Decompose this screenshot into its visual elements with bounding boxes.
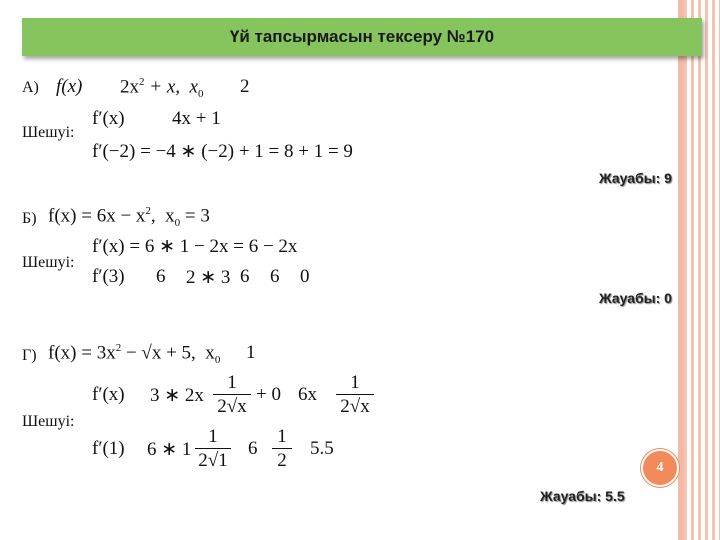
problem-b-eval-2x3: 2 ∗ 3 xyxy=(186,267,231,288)
problem-b-eval-0: 0 xyxy=(300,266,310,287)
problem-g-derivative-lhs: f′(x) xyxy=(92,384,125,405)
problem-b-condition: $f(x) = 6x - x^2$, $x_0 = 3$ xyxy=(48,205,210,230)
problem-g-eval-fraction-2: $\frac{1}{2}$ xyxy=(272,426,292,472)
problem-a-x0-value: 2 xyxy=(240,76,250,97)
page-number: 4 xyxy=(656,460,664,475)
problem-g-derivative-term1: 3 ∗ 2x xyxy=(150,385,204,406)
problem-g-eval-6: 6 xyxy=(248,438,258,459)
title-banner xyxy=(22,18,702,56)
problem-g-eval-lhs: f′(1) xyxy=(92,438,125,459)
problem-a-condition: $2x^2 + x$, $x_0$ xyxy=(120,76,204,101)
problem-g-eval-result: 5.5 xyxy=(310,438,334,459)
problem-g-derivative-plus0: + 0 xyxy=(256,384,281,405)
problem-g-solution-label: Шешуі: xyxy=(22,413,75,430)
decorative-border xyxy=(678,0,684,540)
problem-a-derivative-lhs: f′(x) xyxy=(92,108,125,129)
problem-b-answer: Жауабы: 0 xyxy=(599,290,672,306)
problem-b-eval-6c: 6 xyxy=(270,266,280,287)
problem-b-eval-lhs: f′(3) xyxy=(92,266,125,287)
problem-g-fraction-1: $\frac{1}{2√x}$ xyxy=(213,372,251,418)
problem-b-solution-label: Шешуі: xyxy=(22,254,75,271)
problem-g-label: Г) xyxy=(22,347,37,364)
page-title: Үй тапсырмасын тексеру №170 xyxy=(229,27,495,46)
decorative-stripes xyxy=(684,0,720,540)
problem-g-eval-fraction-1: $\frac{1}{2√1}$ xyxy=(195,426,231,472)
problem-b-eval-6b: 6 xyxy=(240,266,250,287)
problem-b-derivative: f′(x) = 6 ∗ 1 − 2x = 6 − 2x xyxy=(92,236,298,257)
problem-a-solution-label: Шешуі: xyxy=(22,124,75,141)
problem-a-derivative-rhs: 4x + 1 xyxy=(172,108,221,129)
problem-g-condition: $f(x) = 3x^2 - √x + 5$, $x_0$ xyxy=(48,342,221,367)
page-number-badge xyxy=(641,449,679,487)
problem-b-label: Б) xyxy=(22,210,37,227)
problem-a-label: А) xyxy=(22,79,39,96)
problem-a-fx: f(x) xyxy=(56,76,83,97)
problem-g-fraction-2: $\frac{1}{2√x}$ xyxy=(336,372,374,418)
problem-g-x0-value: 1 xyxy=(246,342,256,363)
problem-g-eval-6x1: 6 ∗ 1 xyxy=(147,439,192,460)
problem-a-answer: Жауабы: 9 xyxy=(599,170,672,186)
problem-b-eval-6: 6 xyxy=(156,266,166,287)
problem-g-answer: Жауабы: 5.5 xyxy=(540,488,625,504)
problem-g-derivative-6x: 6x xyxy=(298,384,317,405)
problem-a-evaluation: f′(−2) = −4 ∗ (−2) + 1 = 8 + 1 = 9 xyxy=(92,141,353,162)
